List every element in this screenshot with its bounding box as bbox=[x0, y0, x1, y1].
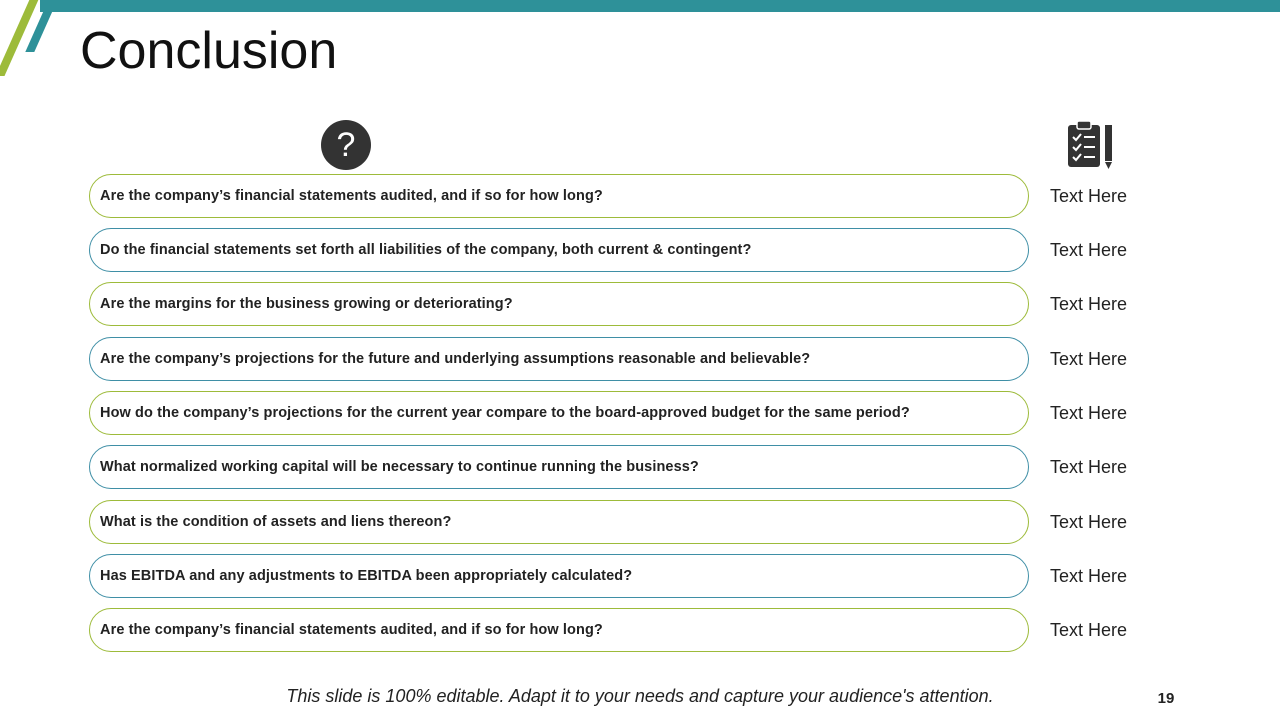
question-row-2: Do the financial statements set forth all liabilities of the company, both current & contingent? bbox=[89, 228, 1029, 272]
question-row-5: How do the company’s projections for the current year compare to the board-approved budget for the same period? bbox=[89, 391, 1029, 435]
answer-text-6: Text Here bbox=[1050, 457, 1128, 477]
question-circle-icon: ? bbox=[321, 120, 371, 170]
slide-title: Conclusion bbox=[80, 22, 338, 80]
question-row-4: Are the company’s projections for the future and underlying assumptions reasonable and believable? bbox=[89, 337, 1029, 381]
answer-text-3: Text Here bbox=[1050, 294, 1128, 314]
header-accent-bar bbox=[40, 0, 1280, 12]
answer-text-9: Text Here bbox=[1050, 620, 1128, 640]
question-row-8: Has EBITDA and any adjustments to EBITDA been appropriately calculated? bbox=[89, 554, 1029, 598]
answer-text-8: Text Here bbox=[1050, 566, 1128, 586]
answer-text-5: Text Here bbox=[1050, 403, 1128, 423]
question-row-3: Are the margins for the business growing or deteriorating? bbox=[89, 282, 1029, 326]
question-row-9: Are the company’s financial statements audited, and if so for how long? bbox=[89, 608, 1029, 652]
question-row-7: What is the condition of assets and liens thereon? bbox=[89, 500, 1029, 544]
answer-text-7: Text Here bbox=[1050, 512, 1128, 532]
question-row-6: What normalized working capital will be necessary to continue running the business? bbox=[89, 445, 1029, 489]
footer-note-text: This slide is 100% editable. Adapt it to your needs and capture your audience's attention. bbox=[286, 686, 994, 706]
question-row-1: Are the company’s financial statements audited, and if so for how long? bbox=[89, 174, 1029, 218]
answer-text-1: Text Here bbox=[1050, 186, 1128, 206]
clipboard-checklist-icon bbox=[1064, 120, 1116, 170]
answer-text-2: Text Here bbox=[1050, 240, 1128, 260]
footer-note bbox=[0, 686, 1280, 707]
page-number: 19 bbox=[1157, 690, 1175, 707]
answer-text-4: Text Here bbox=[1050, 349, 1128, 369]
